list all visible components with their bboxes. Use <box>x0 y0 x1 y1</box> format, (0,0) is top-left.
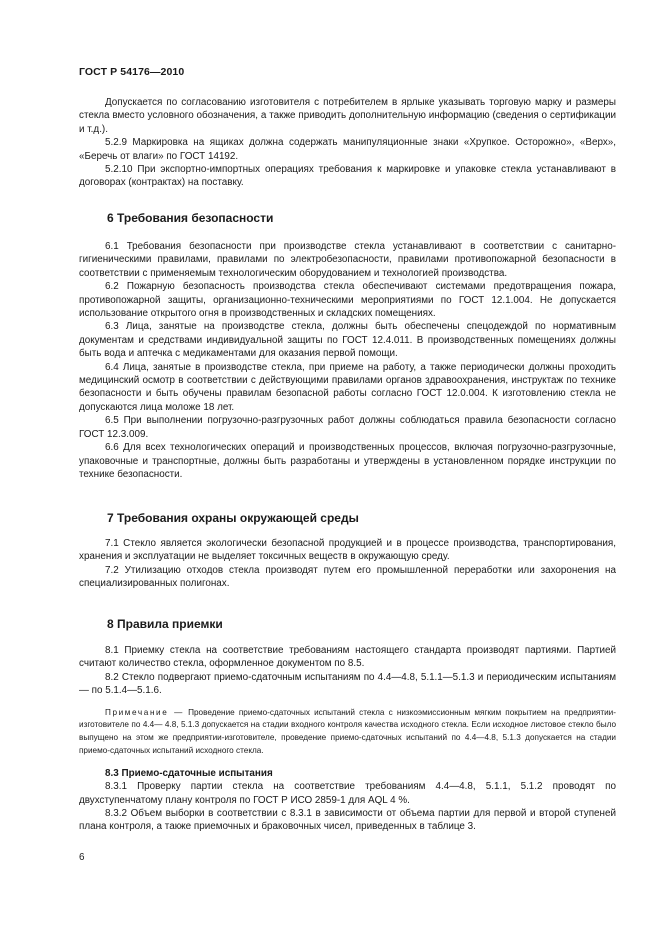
section-7-body <box>79 537 616 591</box>
section-7-heading: 7 Требования охраны окружающей среды <box>107 511 359 525</box>
note <box>79 707 616 758</box>
note-text: Проведение приемо-сдаточных испытаний стекла с низкоэмиссионным мягким покрытием на предприятии-изготовителе по 4.4— 4.8, 5.1.3 допускается на стадии входного контроля качества исходного стекла. Если исходное листовое стекло было выпущено на этом же предприятии-изготовителе, проведение приемо-сдаточных испытаний по 4.4—4.8, 5.1.3 допускается на стадии приемо-сдаточных испытаний исходного стекла. <box>79 707 616 756</box>
paragraph: Допускается по согласованию изготовителя с потребителем в ярлыке указывать торговую марку и размеры стекла вместо условного обозначения, а также приводить дополнительную информацию (сведения о сертификации и т.д.). <box>79 97 616 135</box>
paragraph: 5.2.9 Маркировка на ящиках должна содержать манипуляционные знаки «Хрупкое. Осторожно», «Верх», «Беречь от влаги» по ГОСТ 14192. <box>79 137 616 162</box>
paragraph: 6.4 Лица, занятые в производстве стекла, при приеме на работу, а также периодически должны проходить медицинский осмотр в соответствии с действующими правилами органов здравоохранения, инструктаж по технике безопасности и быть обучены правилам безопасной работы согласно ГОСТ 12.0.004. К изготовлению стекла не допускаются лица моложе 18 лет. <box>79 361 616 413</box>
paragraph: 7.1 Стекло является экологически безопасной продукцией и в процессе производства, транспортирования, хранения и эксплуатации не выделяет токсичных веществ в окружающую среду. <box>79 538 616 563</box>
paragraph: 6.2 Пожарную безопасность производства стекла обеспечивают системами предотвращения пожара, противопожарной защиты, организационно-техническими мероприятиями по ГОСТ 12.1.004. Не допускается использование открытого огня в производственных и складских помещениях. <box>79 281 616 320</box>
page-header: ГОСТ Р 54176—2010 <box>79 66 185 78</box>
paragraph: 6.6 Для всех технологических операций и производственных процессов, включая погрузочно-разгрузочные, упаковочные и транспортные, должны быть разработаны и утверждены в установленном порядке инструкции по технике безопасности. <box>79 442 616 480</box>
note-label: Примечание — <box>105 707 184 717</box>
subsection-heading: 8.3 Приемо-сдаточные испытания <box>105 767 273 779</box>
section-6-body <box>79 240 616 481</box>
paragraph: 8.3.2 Объем выборки в соответствии с 8.3.1 в зависимости от объема партии для первой и второй ступеней плана контроля, а также приемочных и браковочных чисел, приведенных в таблице 3. <box>79 808 616 833</box>
page-number: 6 <box>79 852 85 863</box>
paragraph: 8.1 Приемку стекла на соответствие требованиям настоящего стандарта производят партиями. Партией считают количество стекла, оформленное документом по 8.5. <box>79 645 616 670</box>
paragraph: 5.2.10 При экспортно-импортных операциях требования к маркировке и упаковке стекла устанавливают в договорах (контрактах) на поставку. <box>79 164 616 189</box>
section-8-body <box>79 644 616 834</box>
paragraph: 6.5 При выполнении погрузочно-разгрузочных работ должны соблюдаться правила безопасности согласно ГОСТ 12.3.009. <box>79 415 616 440</box>
paragraph: 6.3 Лица, занятые на производстве стекла, должны быть обеспечены спецодеждой по нормативным документам и средствами индивидуальной защиты по ГОСТ 12.4.011. В производственных помещениях должны быть вода и аптечка с медикаментами для оказания первой помощи. <box>79 321 616 360</box>
paragraph: 7.2 Утилизацию отходов стекла производят путем его промышленной переработки или захоронения на специализированных полигонах. <box>79 564 616 590</box>
paragraph: 8.2 Стекло подвергают приемо-сдаточным испытаниям по 4.4—4.8, 5.1.1—5.1.3 и периодическим испытаниям — по 5.1.4—5.1.6. <box>79 671 616 697</box>
section-8-heading: 8 Правила приемки <box>107 617 223 631</box>
intro-block <box>79 96 616 190</box>
paragraph: 8.3.1 Проверку партии стекла на соответствие требованиям 4.4—4.8, 5.1.1, 5.1.2 проводят по двухступенчатому плану контроля по ГОСТ Р ИСО 2859-1 для AQL 4 %. <box>79 781 616 806</box>
paragraph: 6.1 Требования безопасности при производстве стекла устанавливают в соответствии с санитарно-гигиеническими правилами, правилами по электробезопасности, правилами противопожарной безопасности в соответствии с применяемым технологическим оборудованием и технологией производства. <box>79 241 616 279</box>
section-6-heading: 6 Требования безопасности <box>107 211 274 225</box>
